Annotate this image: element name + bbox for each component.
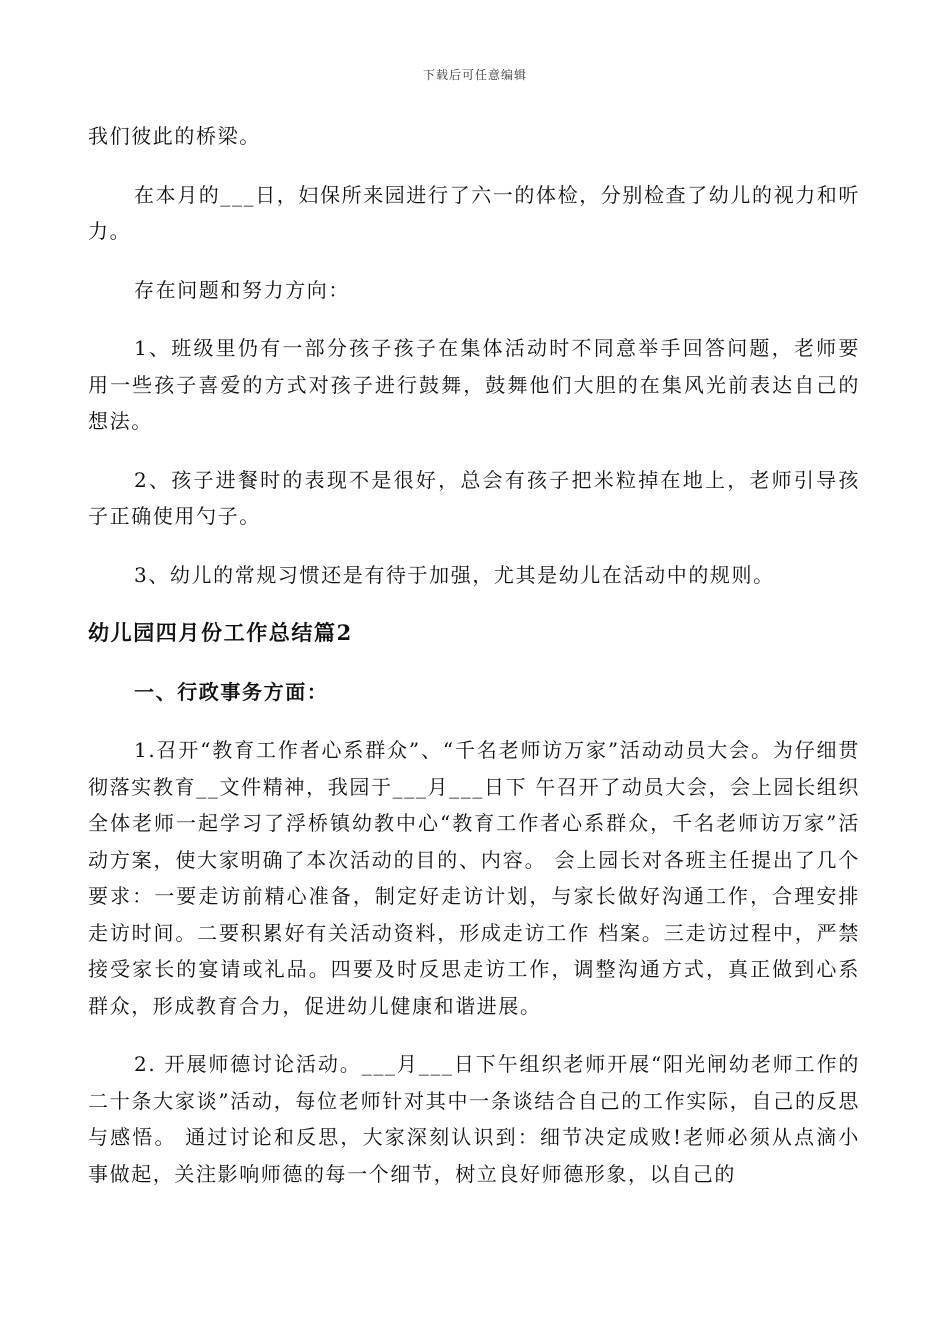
paragraph-problems-heading: 存在问题和努力方向： <box>134 277 350 302</box>
paragraph-continuation: 我们彼此的桥梁。 <box>88 124 261 148</box>
paragraph-problem-1: 1、班级里仍有一部分孩子孩子在集体活动时不同意举手回答问题，老师要用一些孩子喜爱的方式对孩子进行鼓舞，鼓舞他们大胆的在集风光前表达自己的想法。 <box>88 336 860 433</box>
section-title: 幼儿园四月份工作总结篇2 <box>88 620 353 645</box>
paragraph-item-1: 1.召开“教育工作者心系群众”、“千名老师访万家”活动动员大会。为仔细贯彻落实教育__文件精神，我园于___月___日下 午召开了动员大会，会上园长组织全体老师一起学习了浮桥镇幼教中心“教育工作者心系群众，千名老师访万家”活动方案，使大家明确了本次活动的目的、内容。 会上园长对各班主任提出了几个要求：一要走访前精心准备，制定好走访计划，与家长做好沟通工作，合理安排走访时间。二要积累好有关活动资料，形成走访工作 档案。三走访过程中，严禁接受家长的宴请或礼品。四要及时反思走访工作，调整沟通方式，真正做到心系群众，形成教育合力，促进幼儿健康和谐进展。 <box>88 738 860 1018</box>
paragraph-item-2: 2. 开展师德讨论活动。___月___日下午组织老师开展“阳光闸幼老师工作的二十条大家谈”活动，每位老师针对其中一条谈结合自己的工作实际，自己的反思与感悟。 通过讨论和反思，大家深刻认识到：细节决定成败!老师必须从点滴小事做起，关注影响师德的每一个细节，树立良好师德形象，以自己的 <box>88 1052 860 1186</box>
paragraph-health-check: 在本月的___日，妇保所来园进行了六一的体检，分别检查了幼儿的视力和听力。 <box>88 182 860 243</box>
paragraph-problem-2: 2、孩子进餐时的表现不是很好，总会有孩子把米粒掉在地上，老师引导孩子正确使用勺子。 <box>88 467 860 528</box>
page-header: 下载后可任意编辑 <box>422 68 527 82</box>
paragraph-problem-3: 3、幼儿的常规习惯还是有待于加强，尤其是幼儿在活动中的规则。 <box>134 562 775 587</box>
section-heading-admin: 一、行政事务方面： <box>134 679 329 704</box>
document-body <box>88 118 860 1214</box>
